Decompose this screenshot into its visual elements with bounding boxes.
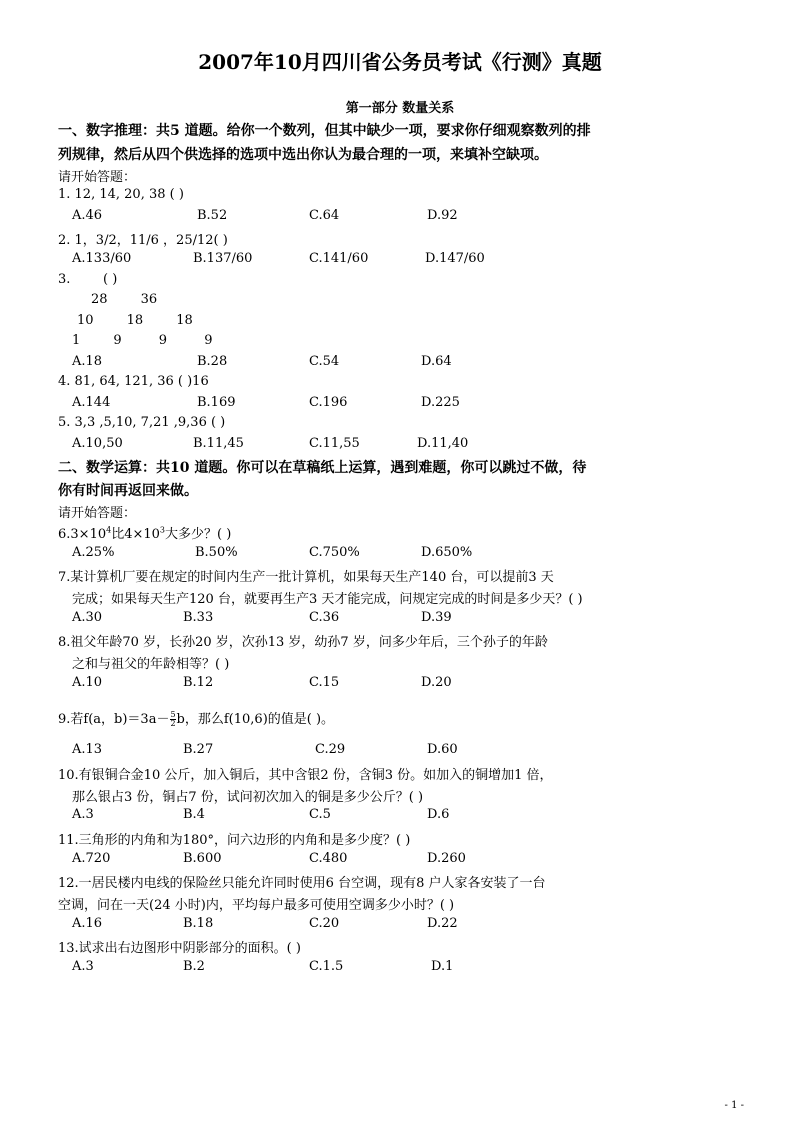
q11-option-b: B.600 [183, 851, 222, 866]
q13-option-b: B.2 [183, 959, 205, 974]
q6-stem: $6.3\times 10^4$比$4\times 10^3$大多少？( ) [58, 525, 232, 542]
section2-start: 请开始答题： [58, 506, 137, 521]
q5-option-a: A.10,50 [72, 436, 123, 451]
section1-start: 请开始答题： [58, 170, 137, 185]
q9-option-b: B.27 [183, 742, 214, 757]
q10-option-c: C.5 [309, 807, 331, 822]
q8-line2: 之和与祖父的年龄相等？( ) [72, 657, 230, 672]
q3-option-b: B.28 [197, 354, 228, 369]
q4-stem: 4. 81, 64, 121, 36 ( )16 [58, 374, 209, 389]
q2-option-a: A.133/60 [72, 251, 132, 266]
q5-option-c: C.11,55 [309, 436, 360, 451]
q12-line1: 12.一居民楼内电线的保险丝只能允许同时使用6 台空调，现有8 户人家各安装了一台 [58, 876, 546, 891]
q1-option-c: C.64 [309, 208, 340, 223]
q10-option-d: D.6 [427, 807, 450, 822]
q5-option-d: D.11,40 [417, 436, 469, 451]
section1-heading-line2: 列规律，然后从四个供选择的选项中选出你认为最合理的一项，来填补空缺项。 [58, 147, 548, 163]
q2-option-b: B.137/60 [193, 251, 253, 266]
q13-option-a: A.3 [72, 959, 94, 974]
q2-stem: 2. 1，3/2，11/6 ，25/12( ) [58, 233, 228, 248]
q9-option-a: A.13 [72, 742, 103, 757]
q1-option-a: A.46 [72, 208, 103, 223]
section2-heading-line2: 你有时间再返回来做。 [58, 483, 198, 499]
q5-option-b: B.11,45 [193, 436, 244, 451]
q11-option-d: D.260 [427, 851, 466, 866]
q1-stem: 1. 12, 14, 20, 38 ( ) [58, 187, 184, 202]
q3-stem: 3. [58, 272, 71, 287]
q8-option-a: A.10 [72, 675, 103, 690]
q3-option-d: D.64 [421, 354, 452, 369]
q12-option-c: C.20 [309, 916, 340, 931]
q7-option-d: D.39 [421, 610, 452, 625]
q11-option-a: A.720 [72, 851, 111, 866]
q6-option-d: D.650% [421, 545, 473, 560]
q13-option-d: D.1 [431, 959, 454, 974]
q7-line2: 完成；如果每天生产120 台，就要再生产3 天才能完成，问规定完成的时间是多少天？( ) [72, 592, 583, 607]
q10-line2: 那么银占3 份，铜占7 份，试问初次加入的铜是多少公斤？( ) [72, 790, 424, 805]
q13-stem: 13.试求出右边图形中阴影部分的面积。( ) [58, 941, 301, 956]
q2-option-c: C.141/60 [309, 251, 369, 266]
q2-option-d: D.147/60 [425, 251, 485, 266]
q13-option-c: C.1.5 [309, 959, 344, 974]
q7-line1: 7.某计算机厂要在规定的时间内生产一批计算机，如果每天生产140 台，可以提前3 天 [58, 570, 554, 585]
section1-heading-line1: 一、数字推理：共5 道题。给你一个数列，但其中缺少一项，要求你仔细观察数列的排 [58, 123, 591, 139]
q8-line1: 8.祖父年龄70 岁，长孙20 岁，次孙13 岁，幼孙7 岁，问多少年后，三个孙子的年龄 [58, 635, 548, 650]
q1-option-b: B.52 [197, 208, 228, 223]
q3-row3: 10 18 18 [77, 313, 193, 328]
q1-option-d: D.92 [427, 208, 458, 223]
q8-option-b: B.12 [183, 675, 214, 690]
q11-stem: 11.三角形的内角和为180°，问六边形的内角和是多少度？( ) [58, 833, 411, 848]
page-title: 2007年10月四川省公务员考试《行测》真题 [198, 50, 602, 74]
q3-row4: 1 9 9 9 [72, 333, 213, 348]
q7-option-b: B.33 [183, 610, 214, 625]
q7-option-c: C.36 [309, 610, 340, 625]
q5-stem: 5. 3,3 ,5,10, 7,21 ,9,36 ( ) [58, 415, 226, 430]
q6-option-c: C.750% [309, 545, 360, 560]
q9-option-d: D.60 [427, 742, 458, 757]
q3-option-c: C.54 [309, 354, 340, 369]
q10-option-b: B.4 [183, 807, 205, 822]
q4-option-c: C.196 [309, 395, 348, 410]
q3-option-a: A.18 [72, 354, 103, 369]
q8-option-d: D.20 [421, 675, 452, 690]
q6-option-a: A.25% [72, 545, 115, 560]
q12-option-d: D.22 [427, 916, 458, 931]
q6-option-b: B.50% [195, 545, 238, 560]
q10-line1: 10.有银铜合金10 公斤，加入铜后，其中含银2 份，含铜3 份。如加入的铜增加1 倍， [58, 768, 553, 783]
q4-option-b: B.169 [197, 395, 236, 410]
q4-option-a: A.144 [72, 395, 111, 410]
page-number: - 1 - [724, 1100, 744, 1111]
q12-option-b: B.18 [183, 916, 214, 931]
q9-option-c: C.29 [315, 742, 346, 757]
q12-option-a: A.16 [72, 916, 103, 931]
q3-paren: ( ) [103, 272, 118, 287]
part-title: 第一部分 数量关系 [345, 101, 455, 116]
q4-option-d: D.225 [421, 395, 460, 410]
section2-heading-line1: 二、数学运算：共10 道题。你可以在草稿纸上运算，遇到难题，你可以跳过不做，待 [58, 460, 587, 476]
q8-option-c: C.15 [309, 675, 340, 690]
q10-option-a: A.3 [72, 807, 94, 822]
q11-option-c: C.480 [309, 851, 348, 866]
q12-line2: 空调，问在一天(24 小时)内，平均每户最多可使用空调多少小时？( ) [58, 898, 455, 913]
q9-fraction: $\frac{5}{2}$ [170, 710, 176, 728]
q3-row2: 28 36 [91, 292, 158, 307]
q7-option-a: A.30 [72, 610, 103, 625]
q9-stem: 9.若f(a，b)＝3a－ $\frac{5}{2}$ b，那么f(10,6)的值是( )。 [58, 710, 335, 728]
